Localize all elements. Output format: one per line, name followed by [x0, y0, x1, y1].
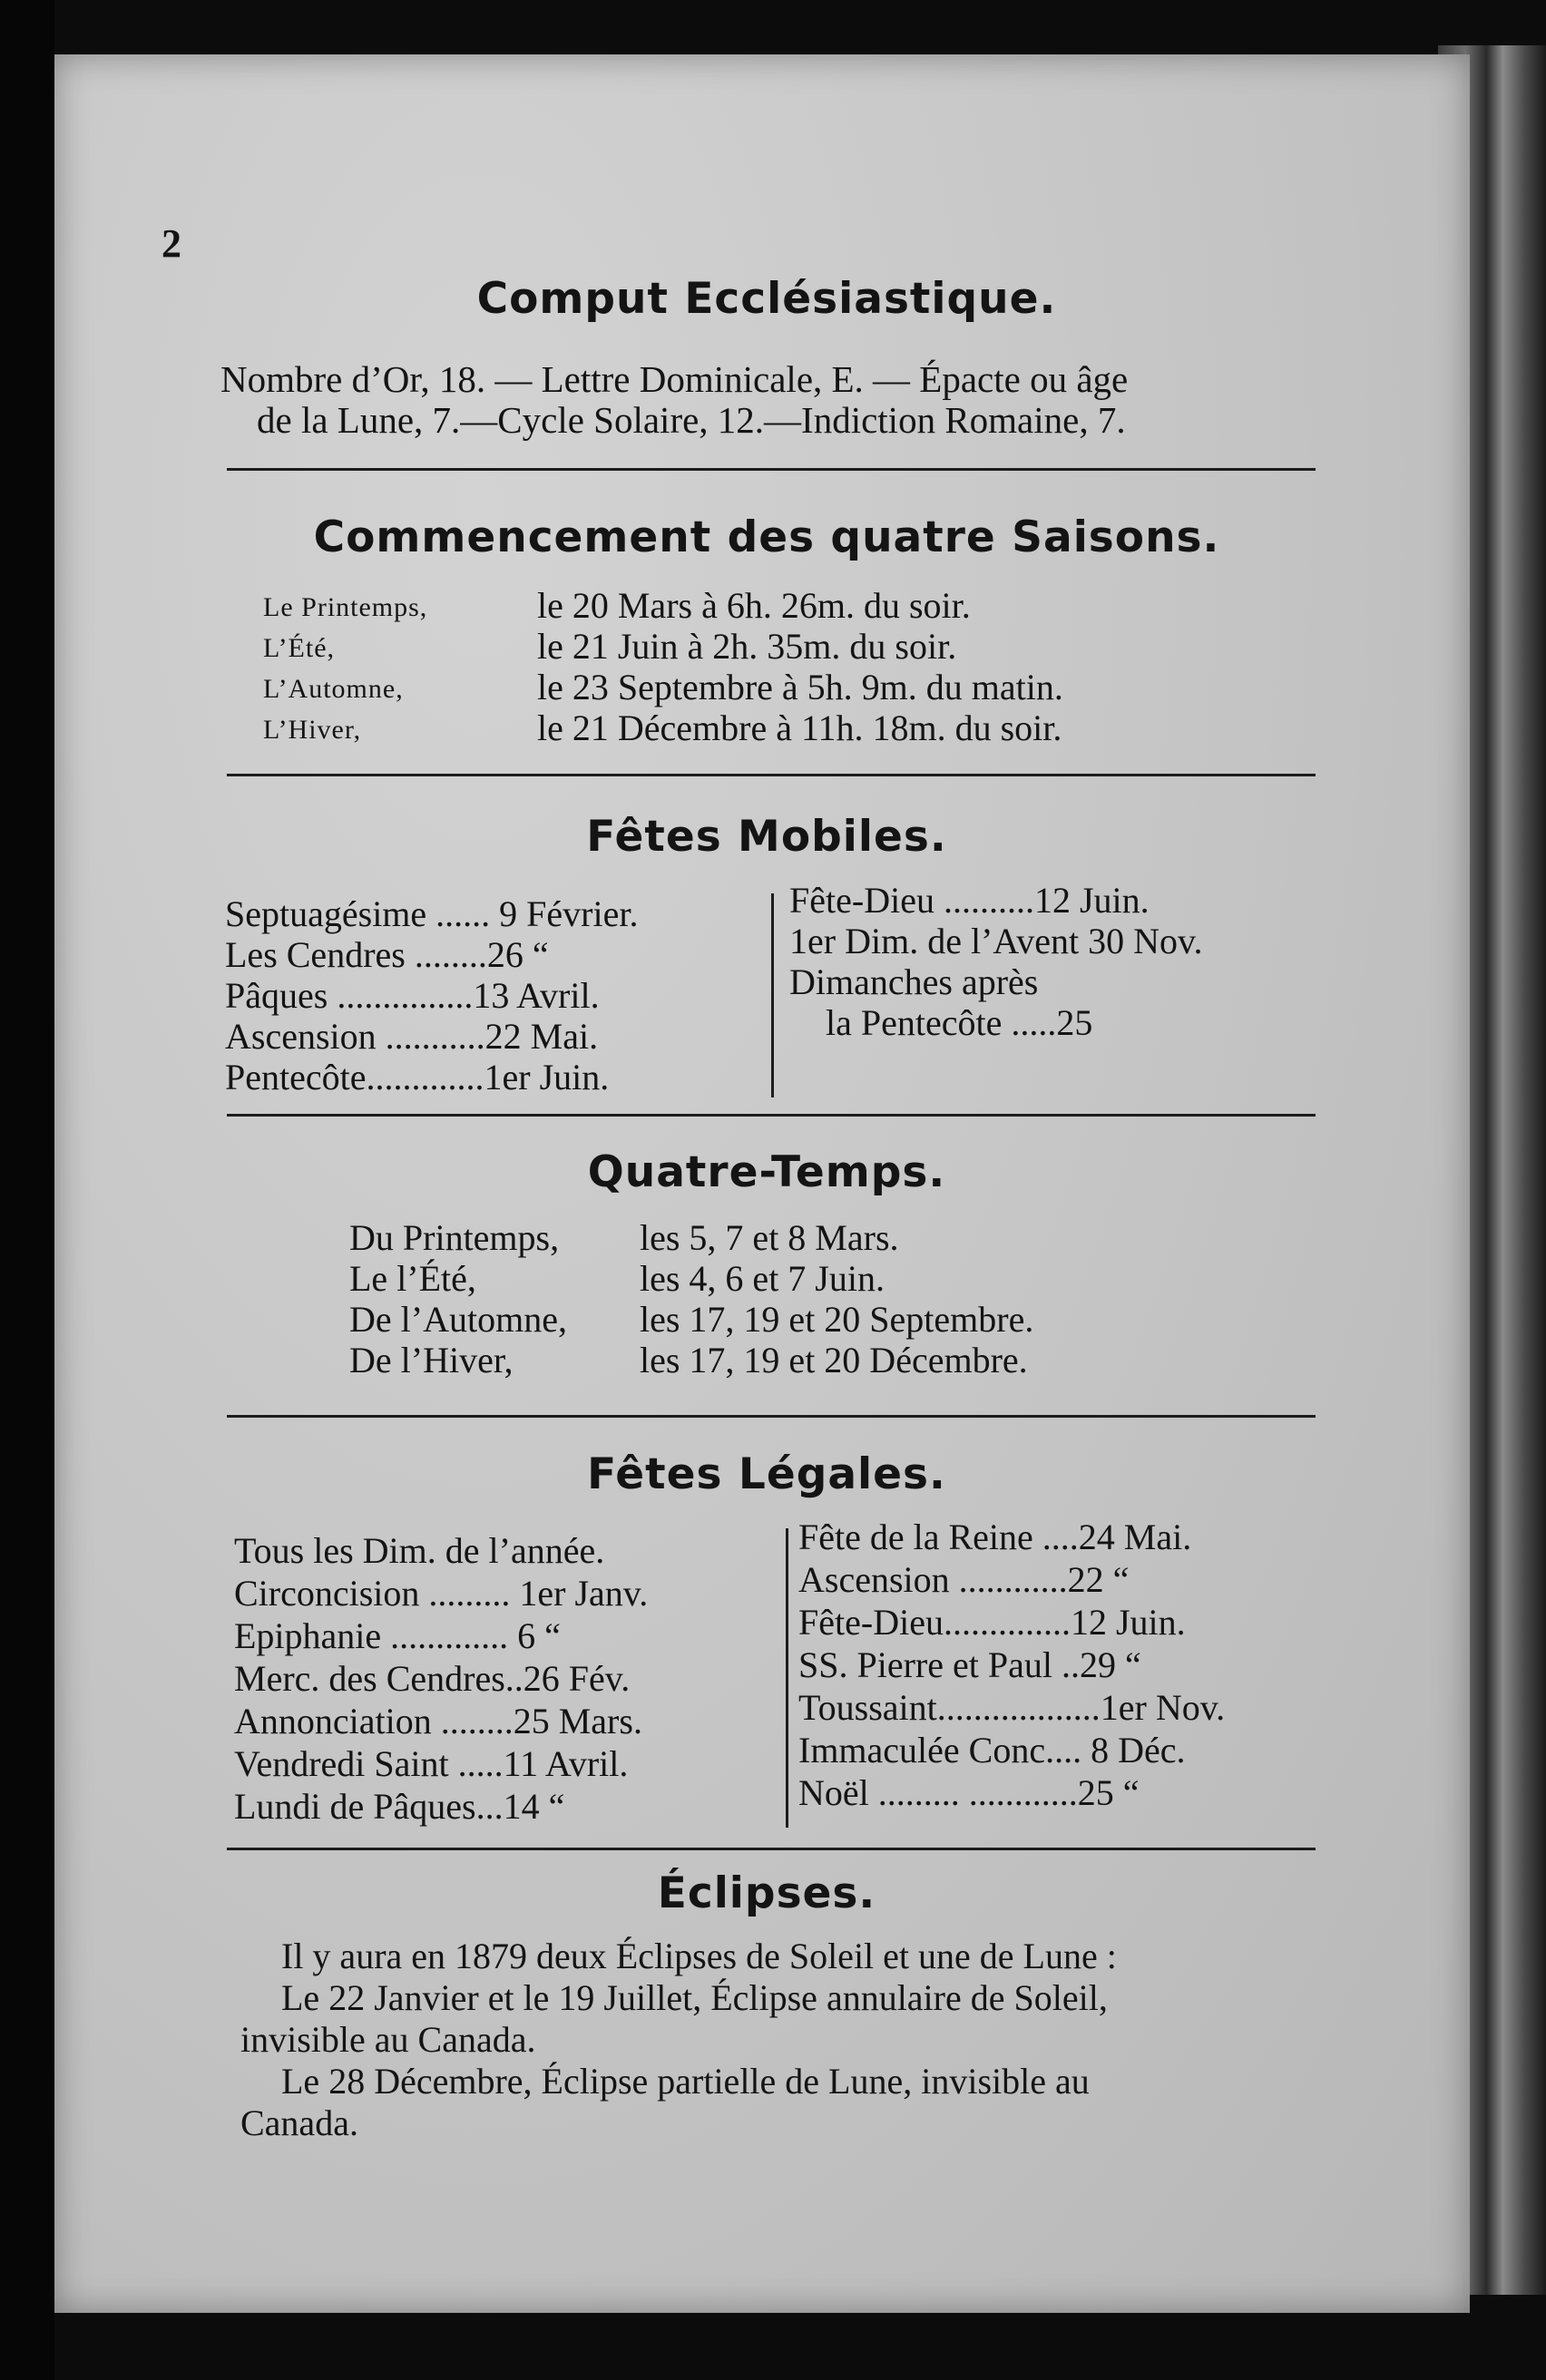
qt-dates: les 5, 7 et 8 Mars. — [640, 1217, 899, 1258]
eclipses-line: Le 22 Janvier et le 19 Juillet, Éclipse annulaire de Soleil, — [281, 1977, 1108, 2018]
legales-left-row: Vendredi Saint .....11 Avril. — [234, 1743, 629, 1784]
mobiles-left-row: Ascension ...........22 Mai. — [225, 1016, 599, 1057]
eclipses-line: invisible au Canada. — [240, 2019, 536, 2060]
season-date: le 23 Septembre à 5h. 9m. du matin. — [537, 667, 1063, 707]
divider — [227, 1848, 1316, 1850]
legales-right-row: Immaculée Conc.... 8 Déc. — [798, 1730, 1186, 1770]
mobiles-left-row: Septuagésime ...... 9 Février. — [225, 893, 639, 934]
qt-dates: les 17, 19 et 20 Décembre. — [640, 1340, 1028, 1380]
eclipses-line: Il y aura en 1879 deux Éclipses de Soleil et une de Lune : — [281, 1936, 1117, 1976]
qt-dates: les 17, 19 et 20 Septembre. — [640, 1299, 1034, 1340]
legales-left-row: Epiphanie ............. 6 “ — [234, 1615, 561, 1656]
column-divider — [786, 1528, 788, 1828]
season-date: le 21 Décembre à 11h. 18m. du soir. — [537, 707, 1062, 748]
mobiles-left-row: Pâques ...............13 Avril. — [225, 975, 600, 1016]
mobiles-left-row: Pentecôte.............1er Juin. — [225, 1057, 610, 1097]
mobiles-right-row: Dimanches après — [789, 961, 1039, 1002]
divider — [227, 774, 1316, 776]
season-date: le 20 Mars à 6h. 26m. du soir. — [537, 585, 971, 626]
divider — [227, 1114, 1316, 1117]
eclipses-line: Canada. — [240, 2102, 358, 2143]
season-label: L’Automne, — [263, 674, 404, 704]
legales-right-row: Fête de la Reine ....24 Mai. — [798, 1517, 1192, 1557]
divider — [227, 468, 1316, 471]
mobiles-right-row: la Pentecôte .....25 — [826, 1002, 1093, 1043]
legales-title: Fêtes Légales. — [587, 1449, 946, 1499]
legales-left-row: Circoncision ......... 1er Janv. — [234, 1573, 649, 1614]
quatre-temps-title: Quatre-Temps. — [587, 1147, 946, 1197]
legales-left-row: Annonciation ........25 Mars. — [234, 1701, 642, 1741]
mobiles-right-row: 1er Dim. de l’Avent 30 Nov. — [789, 921, 1203, 961]
legales-right-row: Toussaint..................1er Nov. — [798, 1687, 1226, 1728]
season-date: le 21 Juin à 2h. 35m. du soir. — [537, 626, 957, 667]
season-label: L’Été, — [263, 633, 336, 663]
comput-title: Comput Ecclésiastique. — [476, 274, 1057, 324]
legales-left-row: Tous les Dim. de l’année. — [234, 1530, 605, 1571]
divider — [227, 1415, 1316, 1418]
legales-left-row: Lundi de Pâques...14 “ — [234, 1786, 565, 1827]
qt-label: De l’Hiver, — [349, 1340, 514, 1380]
comput-line-2: de la Lune, 7.—Cycle Solaire, 12.—Indiction Romaine, 7. — [257, 399, 1126, 441]
scan-border-left — [0, 0, 54, 2380]
mobiles-left-row: Les Cendres ........26 “ — [225, 934, 549, 975]
column-divider — [771, 893, 774, 1097]
legales-right-row: Ascension ............22 “ — [798, 1559, 1130, 1600]
legales-right-row: Noël ......... ............25 “ — [798, 1772, 1140, 1813]
eclipses-title: Éclipses. — [657, 1868, 876, 1918]
eclipses-line: Le 28 Décembre, Éclipse partielle de Lune, invisible au — [281, 2061, 1090, 2102]
comput-line-1: Nombre d’Or, 18. — Lettre Dominicale, E. — Épacte ou âge — [220, 358, 1129, 400]
legales-right-row: Fête-Dieu..............12 Juin. — [798, 1602, 1186, 1643]
mobiles-right-row: Fête-Dieu ..........12 Juin. — [789, 880, 1150, 921]
page-number: 2 — [161, 221, 181, 266]
legales-right-row: SS. Pierre et Paul ..29 “ — [798, 1644, 1141, 1685]
qt-label: Du Printemps, — [349, 1217, 560, 1258]
mobiles-title: Fêtes Mobiles. — [586, 812, 947, 862]
legales-left-row: Merc. des Cendres..26 Fév. — [234, 1658, 631, 1699]
season-label: L’Hiver, — [263, 715, 362, 745]
qt-label: Le l’Été, — [349, 1258, 476, 1299]
qt-dates: les 4, 6 et 7 Juin. — [640, 1258, 885, 1299]
season-label: Le Printemps, — [263, 592, 428, 622]
qt-label: De l’Automne, — [349, 1299, 567, 1340]
saisons-title: Commencement des quatre Saisons. — [313, 512, 1220, 562]
